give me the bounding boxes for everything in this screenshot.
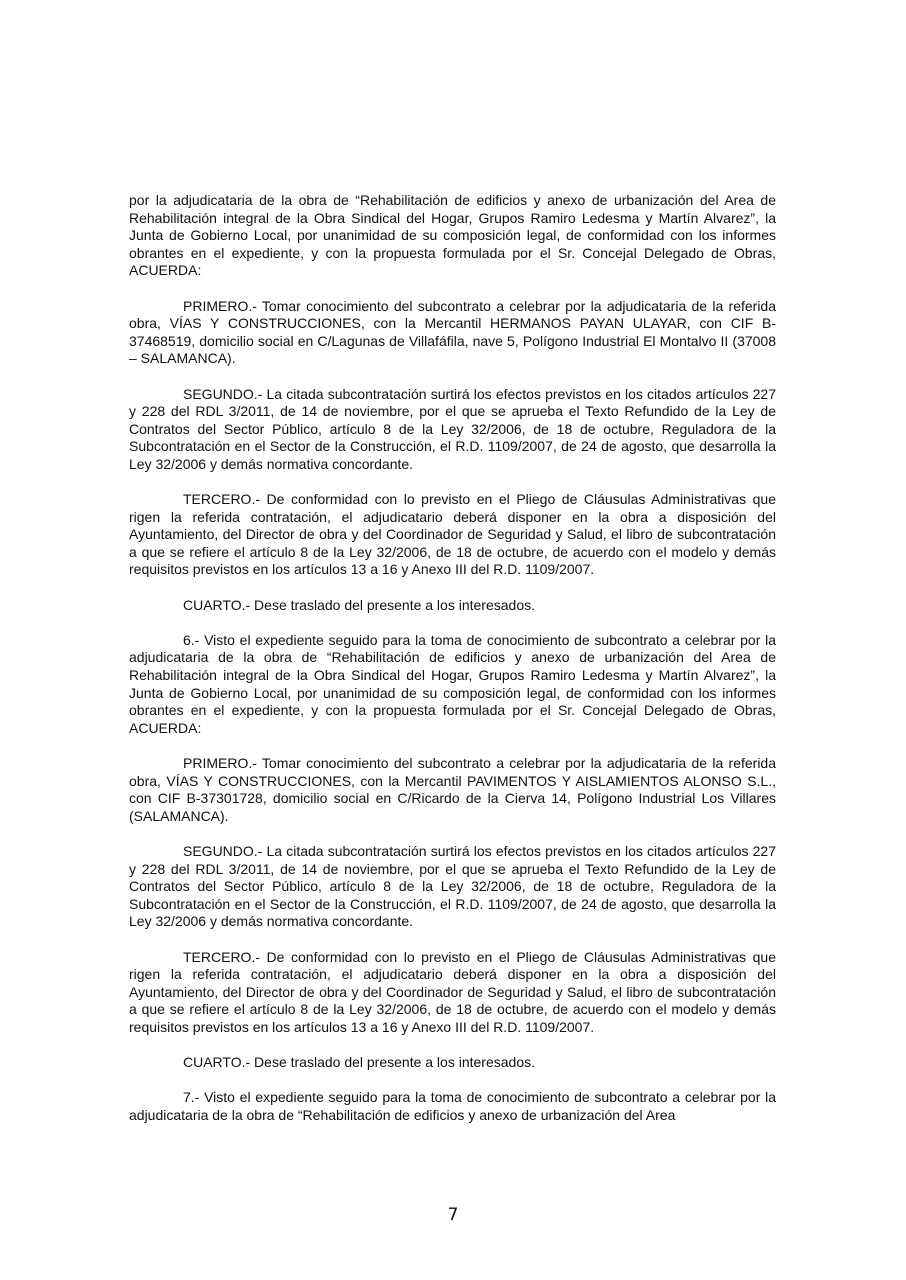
paragraph-intro-continuation: por la adjudicataria de la obra de “Rehabilitación de edificios y anexo de urbanización del Area de Rehabilitación integral de la Obra Sindical del Hogar, Grupos Ramiro Ledesma y Martín Alvarez”, la Junta de Gobierno Local, por unanimidad de su composición legal, de conformidad con los informes obrantes en el expediente, y con la propuesta formulada por el Sr. Concejal Delegado de Obras, ACUERDA:: [129, 192, 776, 279]
paragraph-cuarto: CUARTO.- Dese traslado del presente a los interesados.: [183, 596, 535, 613]
page-number: 7: [447, 1205, 459, 1225]
body-text: [129, 192, 776, 1142]
paragraph-primero: PRIMERO.- Tomar conocimiento del subcontrato a celebrar por la adjudicataria de la referida obra, VÍAS Y CONSTRUCCIONES, con la Mercantil HERMANOS PAYAN ULAYAR, con CIF B-37468519, domicilio social en C/Lagunas de Villafáfila, nave 5, Polígono Industrial El Montalvo II (37008 – SALAMANCA).: [129, 297, 776, 367]
paragraph-segundo: SEGUNDO.- La citada subcontratación surtirá los efectos previstos en los citados artículos 227 y 228 del RDL 3/2011, de 14 de noviembre, por el que se aprueba el Texto Refundido de la Ley de Contratos del Sector Público, artículo 8 de la Ley 32/2006, de 18 de octubre, Reguladora de la Subcontratación en el Sector de la Construcción, el R.D. 1109/2007, de 24 de agosto, que desarrolla la Ley 32/2006 y demás normativa concordante.: [129, 385, 776, 472]
paragraph-item-7: 7.- Visto el expediente seguido para la toma de conocimiento de subcontrato a celebrar por la adjudicataria de la obra de “Rehabilitación de edificios y anexo de urbanización del Area: [129, 1089, 776, 1123]
paragraph-segundo: SEGUNDO.- La citada subcontratación surtirá los efectos previstos en los citados artículos 227 y 228 del RDL 3/2011, de 14 de noviembre, por el que se aprueba el Texto Refundido de la Ley de Contratos del Sector Público, artículo 8 de la Ley 32/2006, de 18 de octubre, Reguladora de la Subcontratación en el Sector de la Construcción, el R.D. 1109/2007, de 24 de agosto, que desarrolla la Ley 32/2006 y demás normativa concordante.: [129, 842, 776, 930]
paragraph-cuarto: CUARTO.- Dese traslado del presente a los interesados.: [183, 1054, 535, 1071]
paragraph-item-6: 6.- Visto el expediente seguido para la toma de conocimiento de subcontrato a celebrar por la adjudicataria de la obra de “Rehabilitación de edificios y anexo de urbanización del Area de Rehabilitación integral de la Obra Sindical del Hogar, Grupos Ramiro Ledesma y Martín Alvarez”, la Junta de Gobierno Local, por unanimidad de su composición legal, de conformidad con los informes obrantes en el expediente, y con la propuesta formulada por el Sr. Concejal Delegado de Obras, ACUERDA:: [129, 631, 776, 736]
paragraph-primero: PRIMERO.- Tomar conocimiento del subcontrato a celebrar por la adjudicataria de la referida obra, VÍAS Y CONSTRUCCIONES, con la Mercantil PAVIMENTOS Y AISLAMIENTOS ALONSO S.L., con CIF B-37301728, domicilio social en C/Ricardo de la Cierva 14, Polígono Industrial Los Villares (SALAMANCA).: [129, 755, 776, 824]
paragraph-tercero: TERCERO.- De conformidad con lo previsto en el Pliego de Cláusulas Administrativas que rigen la referida contratación, el adjudicatario deberá disponer en la obra a disposición del Ayuntamiento, del Director de obra y del Coordinador de Seguridad y Salud, el libro de subcontratación a que se refiere el artículo 8 de la Ley 32/2006, de 18 de octubre, de acuerdo con el modelo y demás requisitos previstos en los artículos 13 a 16 y Anexo III del R.D. 1109/2007.: [129, 491, 776, 578]
paragraph-tercero: TERCERO.- De conformidad con lo previsto en el Pliego de Cláusulas Administrativas que rigen la referida contratación, el adjudicatario deberá disponer en la obra a disposición del Ayuntamiento, del Director de obra y del Coordinador de Seguridad y Salud, el libro de subcontratación a que se refiere el artículo 8 de la Ley 32/2006, de 18 de octubre, de acuerdo con el modelo y demás requisitos previstos en los artículos 13 a 16 y Anexo III del R.D. 1109/2007.: [129, 948, 776, 1035]
